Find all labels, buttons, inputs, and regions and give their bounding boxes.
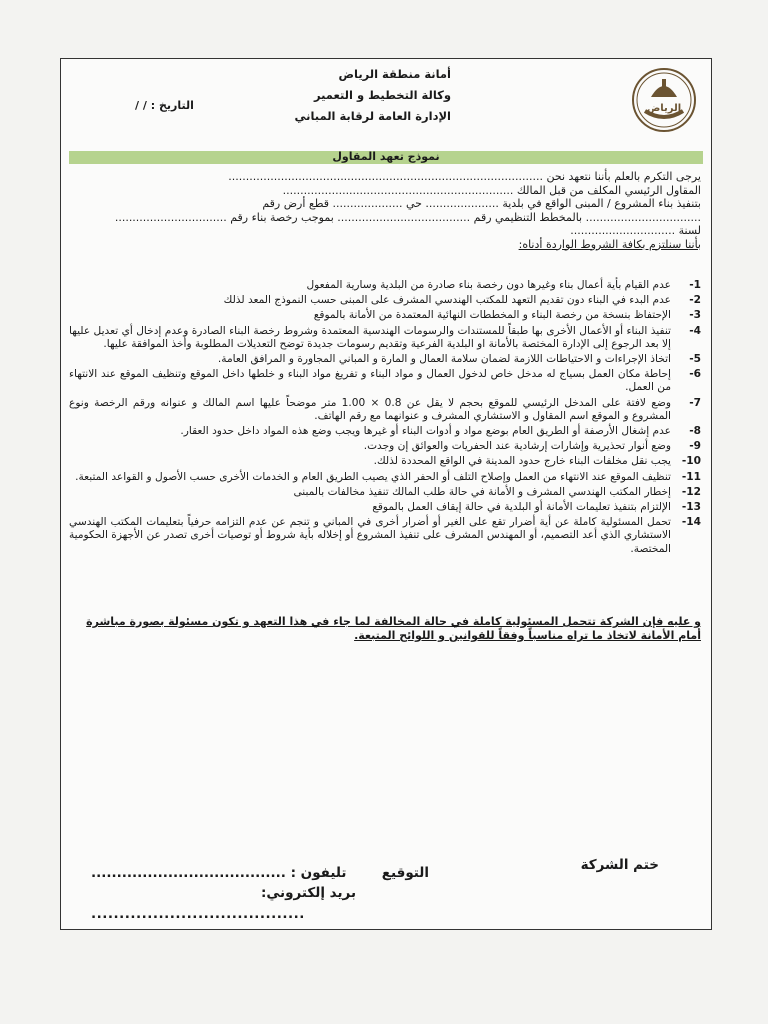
list-item: 5- اتخاذ الإجراءات و الاحتياطات اللازمة لضمان سلامة العمال و المارة و المباني المجاورة و المرافق العامة. <box>217 353 701 366</box>
intro-line-4: ................................. بالمخطط التنظيمي رقم ...................................... بموجب رخصة بناء رقم ................................ <box>114 210 701 224</box>
phone-field: تليفون : ...................................... <box>91 865 347 881</box>
closing-statement: و عليه فإن الشركة تتحمل المسئولية كاملة في حالة المخالفة لما جاء في هذا التعهد و تكون مسئولة بصورة مباشرة أمام الأمانة لاتخاذ ما تراه مناسباً وفقاً للقوانين و اللوائح المتبعة. <box>86 615 701 642</box>
conditions-list <box>69 279 701 558</box>
svg-text:الرياض: الرياض <box>646 103 682 114</box>
list-item: 8- عدم إشغال الأرصفة أو الطريق العام بوضع مواد و أدوات البناء أو غيرها ويجب وضع هذه المواد داخل حدود العقار. <box>180 425 701 438</box>
list-item: 4- تنفيذ البناء أو الأعمال الأخرى بها طبقاً للمستندات والرسومات الهندسية المعتمدة وشروط رخصة البناء الصادرة وعدم إدخال أي تعديل عليها إلا بعد الرجوع إلى الإدارة المختصة بالأمانة او البلدية الفرعية وتقديم رسومات جديدة توضح التعديلات المطلوبة وأخذ الموافقة عليها. <box>69 324 701 350</box>
intro-line-1: يرجى التكرم بالعلم بأننا نتعهد نحن .......................................................................................... <box>228 170 701 183</box>
list-item: 3- الإحتفاظ بنسخة من رخصة البناء و المخططات النهائية المعتمدة من الأمانة بالموقع <box>313 309 701 322</box>
company-stamp-label: ختم الشركة <box>580 857 659 873</box>
list-item: 2- عدم البدء في البناء دون تقديم التعهد للمكتب الهندسي المشرف على المبنى حسب النموذج المعد لذلك <box>223 294 701 307</box>
list-item: 14- تحمل المسئولية كاملة عن أية أضرار تقع على الغير أو أضرار أخرى في المباني و تنجم عن عدم التزامه حرفياً بتعليمات المكتب الهندسي الاستشاري الذي أعد التصميم، أو المهندس المشرف على تنفيذ المشروع أو إخلاله بأية شروط أو توصيات أخرى تصدر عن الأجهزة الحكومية المختصة. <box>69 516 701 555</box>
intro-line-2: المقاول الرئيسي المكلف من قبل المالك .................................................................. <box>282 183 701 197</box>
signature-label: التوقيع <box>381 865 429 881</box>
form-title: نموذج تعهد المقاول <box>332 150 440 163</box>
header-line-3: الإدارة العامة لرقابة المباني <box>294 109 451 123</box>
intro-line-5: لسنة .............................. <box>570 224 701 237</box>
riyadh-municipality-logo <box>631 67 697 133</box>
form-title-bar <box>69 151 703 164</box>
list-item: 6- إحاطة مكان العمل بسياج له مدخل خاص لدخول العمال و مواد البناء و تفريغ مواد البناء و خلطها داخل الموقع وتنظيف الموقع عند الانتهاء من العمل. <box>69 368 701 394</box>
list-item: 9- وضع أنوار تحذيرية وإشارات إرشادية عند الحفريات والعوائق إن وجدت. <box>363 440 701 453</box>
intro-line-3: بتنفيذ بناء المشروع / المبنى الواقع في بلدية ..................... حي .................... قطع أرض رقم <box>262 197 701 210</box>
email-dots: ...................................... <box>91 906 305 922</box>
list-item: 11- تنظيف الموقع عند الانتهاء من العمل وإصلاح التلف أو الحفر الذي يصيب الطريق العام و الخدمات الأخرى حسب الأصول و القواعد المتبعة. <box>75 470 701 483</box>
date-value: / / <box>135 99 147 112</box>
list-item: 13- الإلتزام بتنفيذ تعليمات الأمانة أو البلدية في حالة إيقاف العمل بالموقع <box>372 501 701 514</box>
intro-line-6: بأننا سنلتزم بكافة الشروط الواردة أدناه: <box>518 237 701 251</box>
intro-block <box>71 170 701 251</box>
date-label: التاريخ : <box>150 99 194 112</box>
list-item: 7- وضع لافتة على المدخل الرئيسي للموقع بحجم لا يقل عن 0.8 × 1.00 متر موضحاً عليها اسم المالك و عنوانه ورقم الرخصة ونوع المشروع و الموقع اسم المقاول و الاستشاري المشرف و عنوانهما مع رقم الهاتف. <box>69 396 701 422</box>
date-field <box>135 99 194 112</box>
header-line-2: وكالة التخطيط و التعمير <box>313 88 451 102</box>
email-label: بريد إلكتروني: <box>261 885 357 901</box>
header-line-1: أمانة منطقة الرياض <box>338 67 451 81</box>
list-item: 12- إخطار المكتب الهندسي المشرف و الأمانة في حالة طلب المالك تنفيذ مخالفات بالمبنى <box>293 485 701 498</box>
list-item: 1- عدم القيام بأية أعمال بناء وغيرها دون رخصة بناء صادرة من البلدية وسارية المفعول <box>306 279 701 291</box>
form-page <box>60 58 712 930</box>
list-item: 10- يجب نقل مخلفات البناء خارج حدود المدينة في الواقع المحددة لذلك. <box>373 455 701 468</box>
